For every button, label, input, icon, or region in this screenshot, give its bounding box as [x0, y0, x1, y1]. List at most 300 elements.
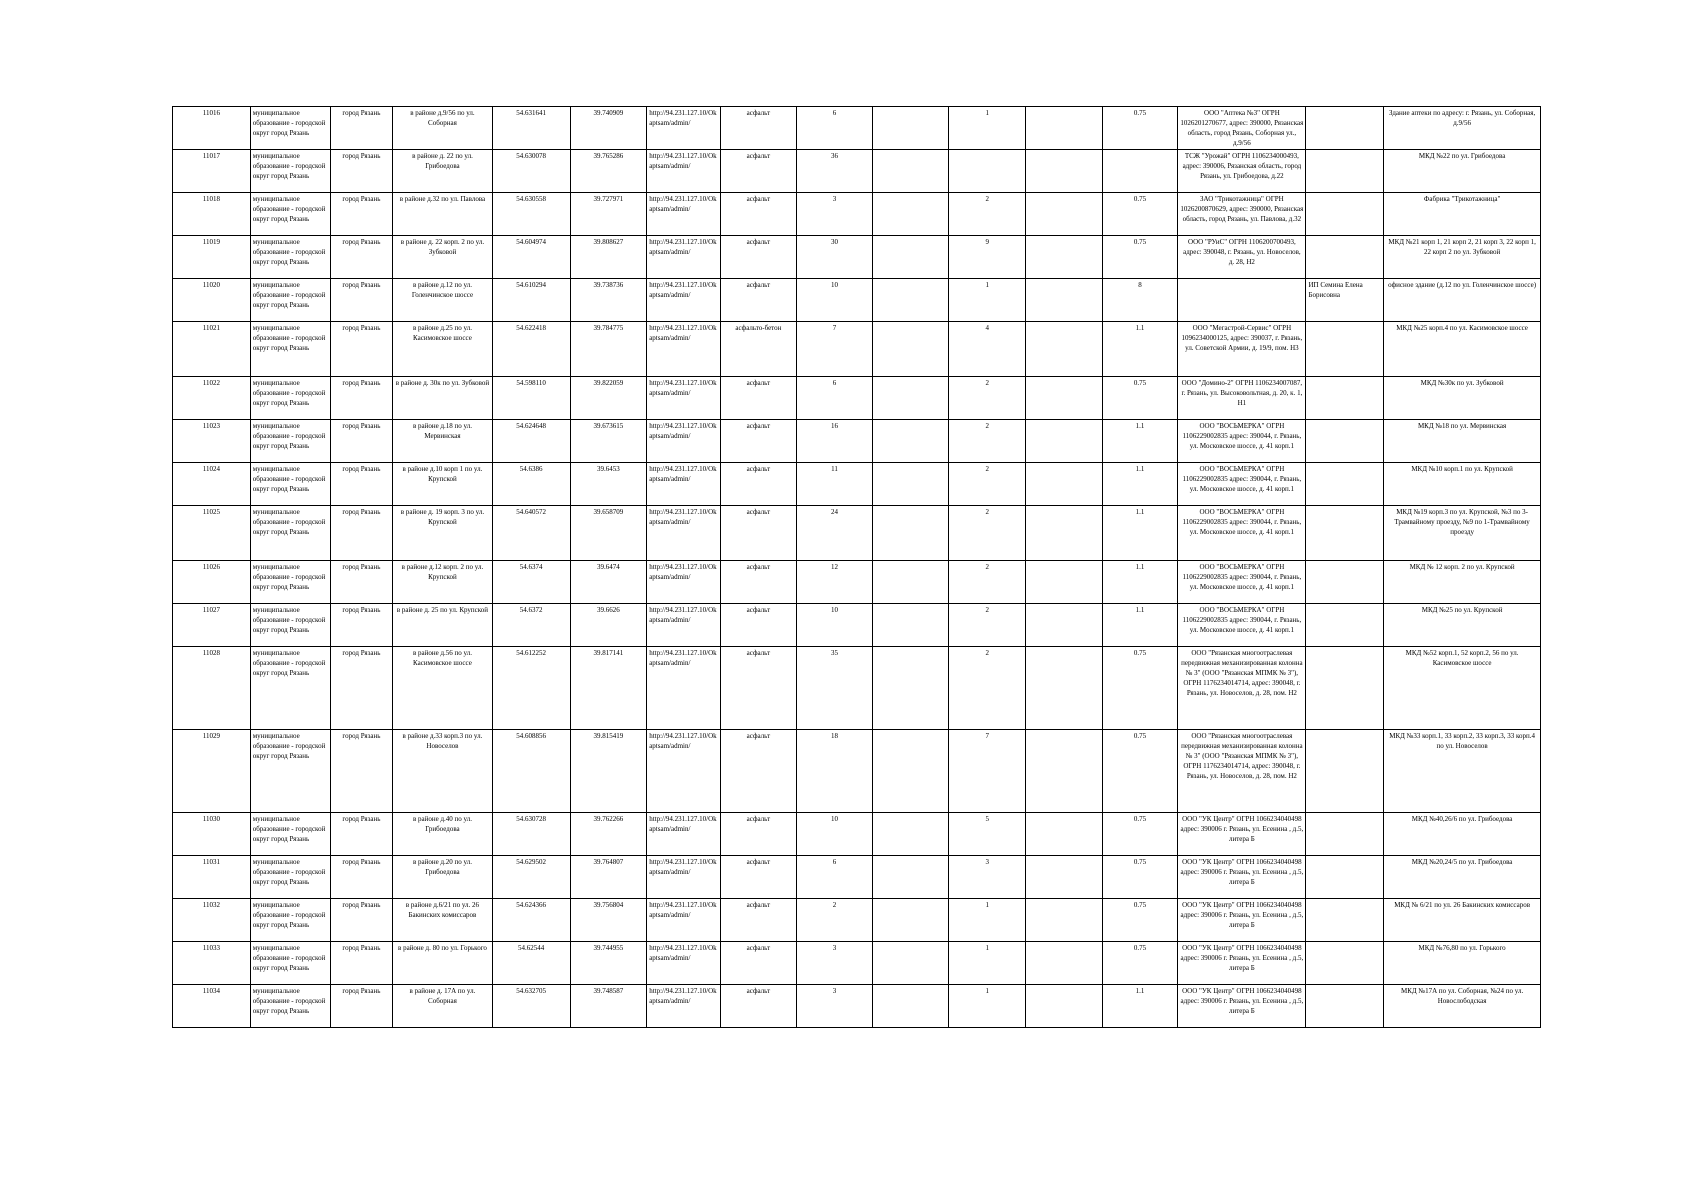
cell-containers: 3: [949, 856, 1026, 899]
cell-person: [1306, 942, 1384, 985]
cell-source: МКД № 6/21 по ул. 26 Бакинских комиссаров: [1384, 899, 1541, 942]
cell-c2: [1026, 107, 1103, 150]
cell-link: http://94.231.127.10/Okaptsam/admin/: [647, 193, 720, 236]
cell-address: в районе д. 80 по ул. Горького: [393, 942, 493, 985]
cell-containers: 1: [949, 899, 1026, 942]
cell-lon: 39.6626: [570, 604, 647, 647]
cell-c1: [872, 420, 949, 463]
cell-address: в районе д. 17А по ул. Соборная: [393, 985, 493, 1028]
cell-municipality: муниципальное образование - городской округ город Рязань: [250, 647, 330, 730]
table-row: [173, 647, 1541, 730]
cell-municipality: муниципальное образование - городской округ город Рязань: [250, 856, 330, 899]
cell-lat: 54.598110: [492, 377, 570, 420]
table-row: [173, 322, 1541, 377]
cell-c1: [872, 506, 949, 561]
cell-lat: 54.630728: [492, 813, 570, 856]
cell-municipality: муниципальное образование - городской округ город Рязань: [250, 604, 330, 647]
cell-lon: 39.784775: [570, 322, 647, 377]
cell-area: 7: [797, 322, 873, 377]
cell-c1: [872, 107, 949, 150]
cell-municipality: муниципальное образование - городской округ город Рязань: [250, 506, 330, 561]
cell-c1: [872, 985, 949, 1028]
cell-id: 11032: [173, 899, 251, 942]
cell-lon: 39.815419: [570, 730, 647, 813]
cell-city: город Рязань: [330, 813, 392, 856]
cell-lon: 39.765286: [570, 150, 647, 193]
cell-lon: 39.658709: [570, 506, 647, 561]
cell-lon: 39.744955: [570, 942, 647, 985]
cell-link: http://94.231.127.10/Okaptsam/admin/: [647, 420, 720, 463]
cell-person: [1306, 899, 1384, 942]
table-row: [173, 236, 1541, 279]
cell-city: город Рязань: [330, 420, 392, 463]
cell-containers: 2: [949, 561, 1026, 604]
cell-c2: [1026, 322, 1103, 377]
cell-municipality: муниципальное образование - городской округ город Рязань: [250, 193, 330, 236]
cell-c2: [1026, 150, 1103, 193]
cell-volume: 0.75: [1102, 647, 1178, 730]
cell-area: 35: [797, 647, 873, 730]
cell-owner: ООО "ВОСЬМЕРКА" ОГРН 1106229002835 адрес: 390044, г. Рязань, ул. Московское шоссе, д. 41 корп.1: [1178, 463, 1306, 506]
cell-lat: 54.62544: [492, 942, 570, 985]
cell-area: 10: [797, 279, 873, 322]
cell-containers: 1: [949, 942, 1026, 985]
cell-id: 11021: [173, 322, 251, 377]
cell-surface: асфальт: [720, 107, 797, 150]
cell-municipality: муниципальное образование - городской округ город Рязань: [250, 561, 330, 604]
cell-surface: асфальт: [720, 279, 797, 322]
cell-lat: 54.608856: [492, 730, 570, 813]
cell-area: 12: [797, 561, 873, 604]
cell-lon: 39.822059: [570, 377, 647, 420]
cell-containers: [949, 150, 1026, 193]
cell-volume: 8: [1102, 279, 1178, 322]
table-row: [173, 420, 1541, 463]
cell-area: 6: [797, 107, 873, 150]
cell-volume: 0.75: [1102, 856, 1178, 899]
cell-address: в районе д. 22 корп. 2 по ул. Зубковой: [393, 236, 493, 279]
cell-city: город Рязань: [330, 107, 392, 150]
cell-containers: 9: [949, 236, 1026, 279]
cell-id: 11028: [173, 647, 251, 730]
cell-surface: асфальт: [720, 647, 797, 730]
cell-person: [1306, 107, 1384, 150]
cell-surface: асфальт: [720, 236, 797, 279]
cell-owner: ООО "УК Центр" ОГРН 1066234040498 адрес: 390006 г. Рязань, ул. Есенина , д.5, литера Б: [1178, 942, 1306, 985]
cell-person: [1306, 730, 1384, 813]
cell-id: 11017: [173, 150, 251, 193]
cell-person: [1306, 856, 1384, 899]
cell-municipality: муниципальное образование - городской округ город Рязань: [250, 322, 330, 377]
cell-id: 11029: [173, 730, 251, 813]
cell-city: город Рязань: [330, 322, 392, 377]
cell-source: МКД №21 корп 1, 21 корп 2, 21 корп 3, 22 корп 1, 22 корп 2 по ул. Зубковой: [1384, 236, 1541, 279]
cell-owner: ООО "ВОСЬМЕРКА" ОГРН 1106229002835 адрес: 390044, г. Рязань, ул. Московское шоссе, д. 41 корп.1: [1178, 561, 1306, 604]
cell-address: в районе д.12 корп. 2 по ул. Крупской: [393, 561, 493, 604]
cell-id: 11020: [173, 279, 251, 322]
cell-c1: [872, 647, 949, 730]
cell-surface: асфальт: [720, 730, 797, 813]
cell-address: в районе д.32 по ул. Павлова: [393, 193, 493, 236]
table-row: [173, 730, 1541, 813]
cell-owner: ООО "ВОСЬМЕРКА" ОГРН 1106229002835 адрес: 390044, г. Рязань, ул. Московское шоссе, д. 41 корп.1: [1178, 604, 1306, 647]
cell-source: офисное здание (д.12 по ул. Голенчинское шоссе): [1384, 279, 1541, 322]
cell-area: 36: [797, 150, 873, 193]
table-row: [173, 561, 1541, 604]
cell-c2: [1026, 604, 1103, 647]
cell-address: в районе д.18 по ул. Мервинская: [393, 420, 493, 463]
cell-area: 16: [797, 420, 873, 463]
cell-containers: 1: [949, 107, 1026, 150]
cell-person: [1306, 985, 1384, 1028]
cell-volume: 0.75: [1102, 107, 1178, 150]
cell-address: в районе д.12 по ул. Голенчинское шоссе: [393, 279, 493, 322]
cell-area: 3: [797, 985, 873, 1028]
cell-person: [1306, 377, 1384, 420]
cell-municipality: муниципальное образование - городской округ город Рязань: [250, 279, 330, 322]
cell-lon: 39.808627: [570, 236, 647, 279]
cell-municipality: муниципальное образование - городской округ город Рязань: [250, 236, 330, 279]
cell-municipality: муниципальное образование - городской округ город Рязань: [250, 107, 330, 150]
cell-volume: 0.75: [1102, 193, 1178, 236]
cell-owner: ООО "ВОСЬМЕРКА" ОГРН 1106229002835 адрес: 390044, г. Рязань, ул. Московское шоссе, д. 41 корп.1: [1178, 420, 1306, 463]
cell-surface: асфальт: [720, 420, 797, 463]
cell-id: 11033: [173, 942, 251, 985]
cell-surface: асфальт: [720, 193, 797, 236]
cell-c1: [872, 730, 949, 813]
cell-city: город Рязань: [330, 899, 392, 942]
cell-municipality: муниципальное образование - городской округ город Рязань: [250, 813, 330, 856]
cell-lat: 54.632705: [492, 985, 570, 1028]
cell-surface: асфальто-бетон: [720, 322, 797, 377]
cell-volume: 0.75: [1102, 377, 1178, 420]
cell-person: [1306, 463, 1384, 506]
cell-lon: 39.740909: [570, 107, 647, 150]
cell-c1: [872, 856, 949, 899]
table-row: [173, 150, 1541, 193]
cell-address: в районе д.6/21 по ул. 26 Бакинских комиссаров: [393, 899, 493, 942]
cell-source: МКД №30к по ул. Зубковой: [1384, 377, 1541, 420]
cell-link: http://94.231.127.10/Okaptsam/admin/: [647, 279, 720, 322]
cell-municipality: муниципальное образование - городской округ город Рязань: [250, 463, 330, 506]
cell-c1: [872, 561, 949, 604]
cell-source: МКД №20,24/5 по ул. Грибоедова: [1384, 856, 1541, 899]
cell-c2: [1026, 561, 1103, 604]
cell-containers: 2: [949, 420, 1026, 463]
cell-owner: ООО "УК Центр" ОГРН 1066234040498 адрес: 390006 г. Рязань, ул. Есенина , д.5, литера Б: [1178, 813, 1306, 856]
cell-link: http://94.231.127.10/Okaptsam/admin/: [647, 813, 720, 856]
cell-address: в районе д.10 корп 1 по ул. Крупской: [393, 463, 493, 506]
cell-city: город Рязань: [330, 856, 392, 899]
cell-lon: 39.748587: [570, 985, 647, 1028]
table-row: [173, 506, 1541, 561]
cell-c1: [872, 279, 949, 322]
cell-source: МКД №19 корп.3 по ул. Крупской, №3 по 3-Трамвайному проезду, №9 по 1-Трамвайному проезду: [1384, 506, 1541, 561]
cell-c1: [872, 813, 949, 856]
cell-person: [1306, 322, 1384, 377]
cell-link: http://94.231.127.10/Okaptsam/admin/: [647, 899, 720, 942]
cell-containers: 2: [949, 377, 1026, 420]
cell-c1: [872, 322, 949, 377]
cell-containers: 2: [949, 604, 1026, 647]
cell-source: МКД №52 корп.1, 52 корп.2, 56 по ул. Касимовское шоссе: [1384, 647, 1541, 730]
cell-id: 11019: [173, 236, 251, 279]
table-row: [173, 463, 1541, 506]
table-row: [173, 604, 1541, 647]
cell-municipality: муниципальное образование - городской округ город Рязань: [250, 985, 330, 1028]
cell-person: [1306, 193, 1384, 236]
cell-lat: 54.6374: [492, 561, 570, 604]
cell-owner: ООО "Домино-2" ОГРН 1106234007087, г. Рязань, ул. Высоковольтная, д. 20, к. 1, Н1: [1178, 377, 1306, 420]
cell-source: МКД № 12 корп. 2 по ул. Крупской: [1384, 561, 1541, 604]
cell-c2: [1026, 856, 1103, 899]
cell-area: 30: [797, 236, 873, 279]
cell-source: МКД №25 корп.4 по ул. Касимовское шоссе: [1384, 322, 1541, 377]
cell-surface: асфальт: [720, 506, 797, 561]
table-row: [173, 279, 1541, 322]
cell-surface: асфальт: [720, 377, 797, 420]
cell-person: ИП Семина Елена Борисовна: [1306, 279, 1384, 322]
cell-lat: 54.610294: [492, 279, 570, 322]
table-body: [173, 107, 1541, 1028]
cell-c1: [872, 604, 949, 647]
cell-area: 2: [797, 899, 873, 942]
cell-lat: 54.6372: [492, 604, 570, 647]
cell-lon: 39.756804: [570, 899, 647, 942]
cell-city: город Рязань: [330, 279, 392, 322]
cell-lat: 54.604974: [492, 236, 570, 279]
cell-person: [1306, 150, 1384, 193]
cell-surface: асфальт: [720, 899, 797, 942]
cell-link: http://94.231.127.10/Okaptsam/admin/: [647, 463, 720, 506]
cell-c1: [872, 150, 949, 193]
cell-containers: 2: [949, 506, 1026, 561]
cell-c2: [1026, 236, 1103, 279]
cell-city: город Рязань: [330, 193, 392, 236]
cell-link: http://94.231.127.10/Okaptsam/admin/: [647, 377, 720, 420]
cell-c2: [1026, 647, 1103, 730]
cell-id: 11018: [173, 193, 251, 236]
cell-volume: 1.1: [1102, 463, 1178, 506]
cell-city: город Рязань: [330, 506, 392, 561]
cell-link: http://94.231.127.10/Okaptsam/admin/: [647, 150, 720, 193]
cell-id: 11034: [173, 985, 251, 1028]
cell-person: [1306, 561, 1384, 604]
cell-volume: 0.75: [1102, 236, 1178, 279]
cell-lon: 39.738736: [570, 279, 647, 322]
cell-c2: [1026, 813, 1103, 856]
cell-id: 11027: [173, 604, 251, 647]
cell-surface: асфальт: [720, 561, 797, 604]
cell-lat: 54.622418: [492, 322, 570, 377]
cell-volume: 1.1: [1102, 985, 1178, 1028]
cell-link: http://94.231.127.10/Okaptsam/admin/: [647, 856, 720, 899]
cell-id: 11025: [173, 506, 251, 561]
cell-volume: 1.1: [1102, 561, 1178, 604]
cell-containers: 4: [949, 322, 1026, 377]
cell-c2: [1026, 279, 1103, 322]
cell-address: в районе д.20 по ул. Грибоедова: [393, 856, 493, 899]
cell-lon: 39.764807: [570, 856, 647, 899]
cell-owner: ТСЖ "Урожай" ОГРН 1106234000493, адрес: 390006, Рязанская область, город Рязань, ул. Грибоедова, д.22: [1178, 150, 1306, 193]
cell-area: 10: [797, 813, 873, 856]
cell-lon: 39.6453: [570, 463, 647, 506]
registry-table: [172, 106, 1541, 1028]
cell-containers: 1: [949, 279, 1026, 322]
cell-person: [1306, 506, 1384, 561]
cell-city: город Рязань: [330, 604, 392, 647]
cell-c1: [872, 377, 949, 420]
cell-lat: 54.612252: [492, 647, 570, 730]
cell-address: в районе д.9/56 по ул. Соборная: [393, 107, 493, 150]
cell-person: [1306, 813, 1384, 856]
cell-containers: 5: [949, 813, 1026, 856]
cell-source: Фабрика "Трикотажница": [1384, 193, 1541, 236]
cell-owner: ООО "Мегастрой-Сервис" ОГРН 1096234000125, адрес: 390037, г. Рязань, ул. Советской Армии, д. 19/9, пом. Н3: [1178, 322, 1306, 377]
cell-id: 11016: [173, 107, 251, 150]
cell-city: город Рязань: [330, 942, 392, 985]
cell-source: МКД №33 корп.1, 33 корп.2, 33 корп.3, 33 корп.4 по ул. Новоселов: [1384, 730, 1541, 813]
cell-area: 3: [797, 942, 873, 985]
cell-id: 11023: [173, 420, 251, 463]
cell-source: МКД №76,80 по ул. Горького: [1384, 942, 1541, 985]
cell-containers: 7: [949, 730, 1026, 813]
cell-area: 18: [797, 730, 873, 813]
cell-source: МКД №40,26/6 по ул. Грибоедова: [1384, 813, 1541, 856]
cell-address: в районе д.40 по ул. Грибоедова: [393, 813, 493, 856]
cell-municipality: муниципальное образование - городской округ город Рязань: [250, 730, 330, 813]
cell-municipality: муниципальное образование - городской округ город Рязань: [250, 377, 330, 420]
cell-person: [1306, 647, 1384, 730]
cell-c1: [872, 463, 949, 506]
cell-owner: ООО "УК Центр" ОГРН 1066234040498 адрес: 390006 г. Рязань, ул. Есенина , д.5, литера Б: [1178, 899, 1306, 942]
cell-c2: [1026, 193, 1103, 236]
cell-address: в районе д. 22 по ул. Грибоедова: [393, 150, 493, 193]
cell-volume: 0.75: [1102, 813, 1178, 856]
cell-lat: 54.640572: [492, 506, 570, 561]
cell-link: http://94.231.127.10/Okaptsam/admin/: [647, 107, 720, 150]
cell-person: [1306, 236, 1384, 279]
cell-volume: 1.1: [1102, 506, 1178, 561]
cell-person: [1306, 604, 1384, 647]
table-row: [173, 813, 1541, 856]
cell-surface: асфальт: [720, 942, 797, 985]
cell-owner: ООО "Рязанская многоотраслевая передвижная механизированная колонна № 3" (ООО "Рязанская МПМК № 3"), ОГРН 1176234014714, адрес: 390048, г. Рязань, ул. Новоселов, д. 28, пом. Н2: [1178, 647, 1306, 730]
cell-source: МКД №22 по ул. Грибоедова: [1384, 150, 1541, 193]
cell-c1: [872, 899, 949, 942]
cell-containers: 1: [949, 985, 1026, 1028]
cell-link: http://94.231.127.10/Okaptsam/admin/: [647, 730, 720, 813]
cell-surface: асфальт: [720, 985, 797, 1028]
cell-area: 11: [797, 463, 873, 506]
cell-surface: асфальт: [720, 150, 797, 193]
cell-address: в районе д.33 корп.3 по ул. Новоселов: [393, 730, 493, 813]
cell-lat: 54.629502: [492, 856, 570, 899]
cell-lat: 54.630078: [492, 150, 570, 193]
table-row: [173, 942, 1541, 985]
cell-volume: 1.1: [1102, 604, 1178, 647]
cell-area: 6: [797, 856, 873, 899]
cell-link: http://94.231.127.10/Okaptsam/admin/: [647, 647, 720, 730]
cell-link: http://94.231.127.10/Okaptsam/admin/: [647, 942, 720, 985]
cell-city: город Рязань: [330, 985, 392, 1028]
cell-volume: [1102, 150, 1178, 193]
cell-municipality: муниципальное образование - городской округ город Рязань: [250, 420, 330, 463]
cell-volume: 0.75: [1102, 899, 1178, 942]
cell-area: 10: [797, 604, 873, 647]
cell-lon: 39.6474: [570, 561, 647, 604]
cell-owner: ООО "РУиС" ОГРН 1106200700493, адрес: 390048, г. Рязань, ул. Новоселов, д. 28, Н2: [1178, 236, 1306, 279]
cell-owner: ООО "УК Центр" ОГРН 1066234040498 адрес: 390006 г. Рязань, ул. Есенина , д.5, литера Б: [1178, 856, 1306, 899]
cell-id: 11022: [173, 377, 251, 420]
cell-lat: 54.630558: [492, 193, 570, 236]
table-row: [173, 193, 1541, 236]
cell-owner: ООО "Рязанская многоотраслевая передвижная механизированная колонна № 3" (ООО "Рязанская МПМК № 3"), ОГРН 1176234014714, адрес: 390048, г. Рязань, ул. Новоселов, д. 28, пом. Н2: [1178, 730, 1306, 813]
cell-id: 11024: [173, 463, 251, 506]
cell-surface: асфальт: [720, 813, 797, 856]
cell-surface: асфальт: [720, 856, 797, 899]
cell-lon: 39.727971: [570, 193, 647, 236]
cell-source: Здание аптеки по адресу: г. Рязань, ул. Соборная, д.9/56: [1384, 107, 1541, 150]
cell-lon: 39.817141: [570, 647, 647, 730]
cell-source: МКД №10 корп.1 по ул. Крупской: [1384, 463, 1541, 506]
cell-lat: 54.624648: [492, 420, 570, 463]
cell-volume: 1.1: [1102, 322, 1178, 377]
cell-c2: [1026, 985, 1103, 1028]
cell-area: 24: [797, 506, 873, 561]
cell-id: 11030: [173, 813, 251, 856]
cell-containers: 2: [949, 193, 1026, 236]
cell-address: в районе д.25 по ул. Касимовское шоссе: [393, 322, 493, 377]
cell-owner: ООО "УК Центр" ОГРН 1066234040498 адрес: 390006 г. Рязань, ул. Есенина , д.5, литера Б: [1178, 985, 1306, 1028]
cell-link: http://94.231.127.10/Okaptsam/admin/: [647, 236, 720, 279]
cell-city: город Рязань: [330, 150, 392, 193]
cell-id: 11026: [173, 561, 251, 604]
table-row: [173, 377, 1541, 420]
cell-c2: [1026, 463, 1103, 506]
cell-c1: [872, 193, 949, 236]
cell-source: МКД №25 по ул. Крупской: [1384, 604, 1541, 647]
cell-address: в районе д. 19 корп. 3 по ул. Крупской: [393, 506, 493, 561]
cell-owner: ООО "Аптека №3" ОГРН 1026201270677, адрес: 390000, Рязанская область, город Рязань, Соборная ул., д.9/56: [1178, 107, 1306, 150]
cell-volume: 0.75: [1102, 942, 1178, 985]
cell-c2: [1026, 730, 1103, 813]
table-row: [173, 985, 1541, 1028]
cell-source: МКД №18 по ул. Мервинская: [1384, 420, 1541, 463]
cell-link: http://94.231.127.10/Okaptsam/admin/: [647, 561, 720, 604]
cell-containers: 2: [949, 463, 1026, 506]
cell-municipality: муниципальное образование - городской округ город Рязань: [250, 150, 330, 193]
cell-c2: [1026, 506, 1103, 561]
cell-city: город Рязань: [330, 561, 392, 604]
cell-surface: асфальт: [720, 463, 797, 506]
cell-city: город Рязань: [330, 377, 392, 420]
cell-city: город Рязань: [330, 236, 392, 279]
cell-c2: [1026, 899, 1103, 942]
cell-owner: ООО "ВОСЬМЕРКА" ОГРН 1106229002835 адрес: 390044, г. Рязань, ул. Московское шоссе, д. 41 корп.1: [1178, 506, 1306, 561]
cell-source: МКД №17А по ул. Соборная, №24 по ул. Новослободская: [1384, 985, 1541, 1028]
cell-surface: асфальт: [720, 604, 797, 647]
cell-c2: [1026, 942, 1103, 985]
cell-containers: 2: [949, 647, 1026, 730]
cell-c1: [872, 942, 949, 985]
table-row: [173, 856, 1541, 899]
cell-city: город Рязань: [330, 730, 392, 813]
cell-lon: 39.673615: [570, 420, 647, 463]
cell-owner: ЗАО "Трикотажница" ОГРН 1026200870629, адрес: 390000, Рязанская область, город Рязань, ул. Павлова, д.32: [1178, 193, 1306, 236]
cell-volume: 0.75: [1102, 730, 1178, 813]
cell-lat: 54.631641: [492, 107, 570, 150]
